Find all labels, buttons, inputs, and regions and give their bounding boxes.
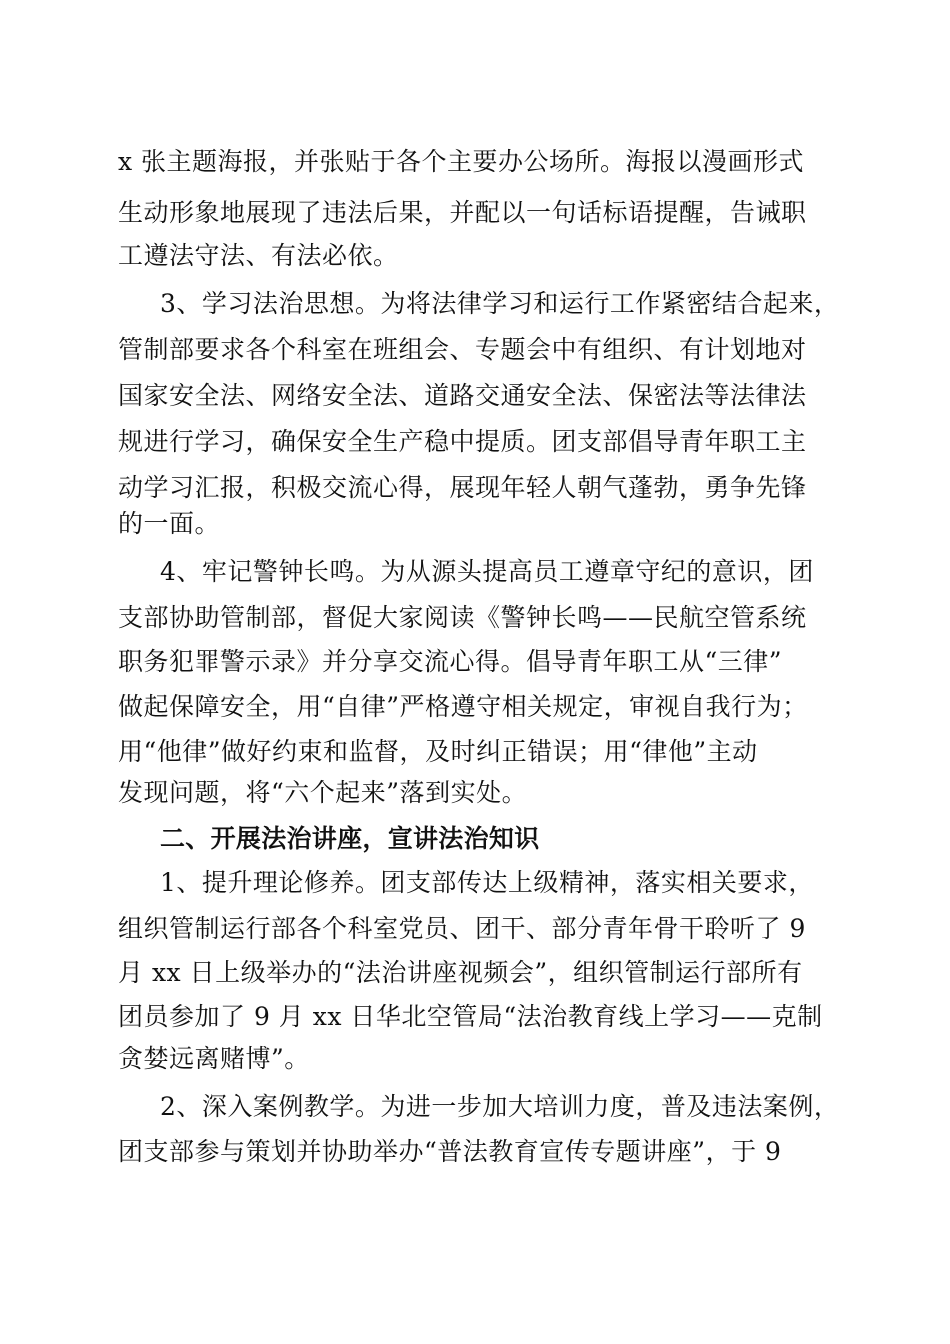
text-line: 动学习汇报，积极交流心得，展现年轻人朝气蓬勃，勇争先锋: [118, 473, 807, 502]
text-line: 发现问题，将“六个起来”落到实处。: [118, 778, 528, 807]
text-line: 团员参加了 9 月 xx 日华北空管局“法治教育线上学习——克制: [118, 1002, 823, 1031]
text-line: 工遵法守法、有法必依。: [118, 241, 399, 270]
text-line: 国家安全法、网络安全法、道路交通安全法、保密法等法律法: [118, 381, 807, 410]
paragraph-2-first-line: 2、深入案例教学。为进一步加大培训力度，普及违法案例，: [160, 1092, 840, 1121]
text-line: 规进行学习，确保安全生产稳中提质。团支部倡导青年职工主: [118, 427, 807, 456]
paragraph-3-first-line: 3、学习法治思想。为将法律学习和运行工作紧密结合起来，: [160, 289, 840, 318]
text-line: 的一面。: [118, 509, 221, 538]
text-line: 管制部要求各个科室在班组会、专题会中有组织、有计划地对: [118, 335, 807, 364]
text-line: 贪婪远离赌博”。: [118, 1044, 310, 1073]
text-line: 组织管制运行部各个科室党员、团干、部分青年骨干聆听了 9: [118, 914, 806, 943]
text-line: 生动形象地展现了违法后果，并配以一句话标语提醒，告诫职: [118, 198, 807, 227]
paragraph-1-first-line: 1、提升理论修养。团支部传达上级精神，落实相关要求，: [160, 868, 814, 897]
text-line: 职务犯罪警示录》并分享交流心得。倡导青年职工从“三律”: [118, 647, 783, 676]
text-line: 做起保障安全，用“自律”严格遵守相关规定，审视自我行为；: [118, 692, 808, 721]
text-line: 团支部参与策划并协助举办“普法教育宣传专题讲座”，于 9: [118, 1137, 782, 1166]
paragraph-4-first-line: 4、牢记警钟长鸣。为从源头提高员工遵章守纪的意识，团: [160, 557, 814, 586]
text-line: x 张主题海报，并张贴于各个主要办公场所。海报以漫画形式: [118, 147, 805, 176]
text-line: 月 xx 日上级举办的“法治讲座视频会”，组织管制运行部所有: [118, 958, 803, 987]
text-line: 用“他律”做好约束和监督，及时纠正错误；用“律他”主动: [118, 737, 758, 766]
section-heading: 二、开展法治讲座，宣讲法治知识: [160, 824, 540, 853]
text-line: 支部协助管制部，督促大家阅读《警钟长鸣——民航空管系统: [118, 603, 807, 632]
